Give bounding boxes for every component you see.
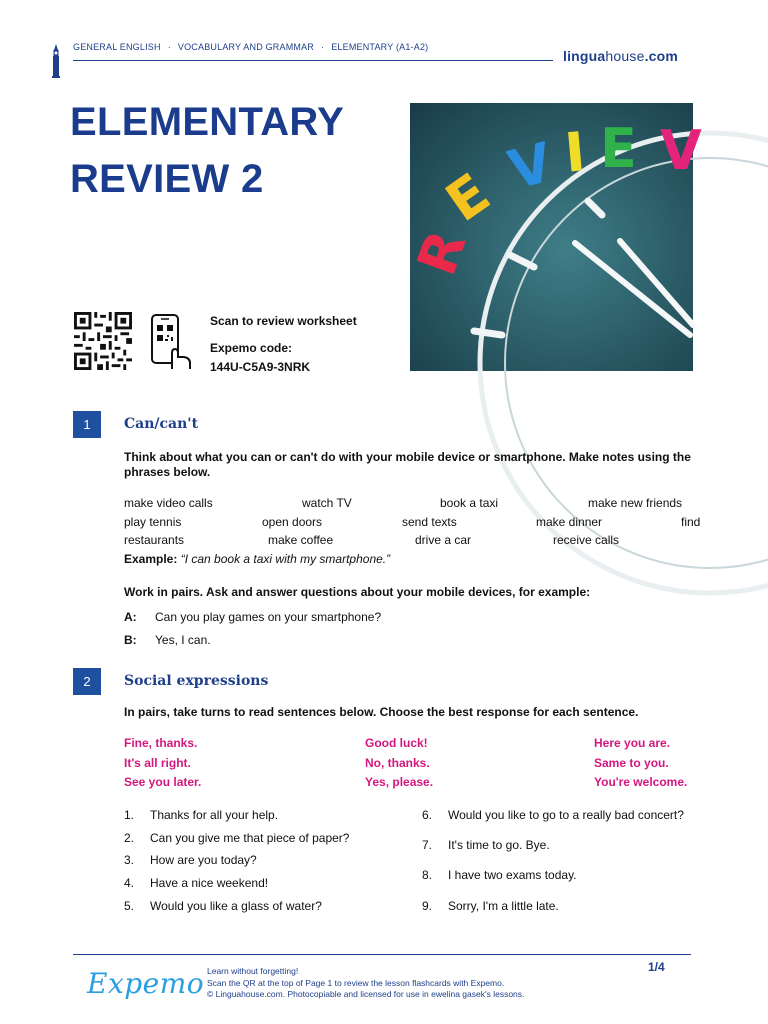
section-2-instruction: In pairs, take turns to read sentences below. Choose the best response for each sentence. xyxy=(124,705,639,719)
response-option: No, thanks. xyxy=(365,756,430,770)
svg-text:V: V xyxy=(502,130,559,203)
svg-text:E: E xyxy=(600,117,637,180)
expemo-code-value: 144U-C5A9-3NRK xyxy=(210,360,311,374)
section-2-title: Social expressions xyxy=(124,673,269,689)
sentence-item: 1. Thanks for all your help. xyxy=(124,808,279,822)
expemo-logo[interactable]: Expemo xyxy=(87,967,205,1000)
example-label: Example: xyxy=(124,552,178,566)
sentence-item: 5. Would you like a glass of water? xyxy=(124,899,322,913)
phrase: make coffee xyxy=(268,533,334,547)
sentence-item: 4. Have a nice weekend! xyxy=(124,876,269,890)
sentence-item: 6. Would you like to go to a really bad concert? xyxy=(422,808,684,822)
response-option: Yes, please. xyxy=(365,775,434,789)
phrase: find xyxy=(681,515,701,529)
phrase: make new friends xyxy=(588,496,683,510)
phrase: make video calls xyxy=(124,496,213,510)
title-line-2: REVIEW 2 xyxy=(70,157,264,201)
breadcrumb: GENERAL ENGLISH · VOCABULARY AND GRAMMAR · ELEMENTARY (A1-A2) xyxy=(73,42,429,52)
phrase: drive a car xyxy=(415,533,472,547)
phone-scan-icon xyxy=(150,313,192,371)
phrase: make dinner xyxy=(536,515,603,529)
speaker-a: A: xyxy=(124,610,137,624)
phrase: book a taxi xyxy=(440,496,499,510)
sentence-item: 8. I have two exams today. xyxy=(422,868,577,882)
section-1-instruction: Think about what you can or can't do with your mobile device or smartphone. Make notes using the phrases below. xyxy=(124,450,691,479)
response-option: It's all right. xyxy=(124,756,191,770)
scan-label: Scan to review worksheet xyxy=(210,314,357,328)
breadcrumb-vocabulary-grammar[interactable]: VOCABULARY AND GRAMMAR xyxy=(177,42,315,52)
header-divider xyxy=(73,60,553,61)
page-title xyxy=(70,94,344,208)
sentence-item: 9. Sorry, I'm a little late. xyxy=(422,899,559,913)
expemo-code-label: Expemo code: xyxy=(210,341,293,355)
svg-text:R: R xyxy=(404,222,479,284)
review-clock-image xyxy=(404,103,702,371)
svg-text:E: E xyxy=(434,161,502,235)
section-1-number: 1 xyxy=(73,411,101,438)
breadcrumb-general-english[interactable]: GENERAL ENGLISH xyxy=(73,42,161,52)
big-ben-icon xyxy=(51,44,61,78)
phrase: restaurants xyxy=(124,533,185,547)
svg-text:V: V xyxy=(660,119,702,182)
example-text: “I can book a taxi with my smartphone.” xyxy=(180,552,391,566)
response-option: Fine, thanks. xyxy=(124,736,198,750)
svg-text:I: I xyxy=(562,120,588,185)
phrase: receive calls xyxy=(553,533,620,547)
section-1-title: Can/can't xyxy=(124,416,199,432)
phrase: open doors xyxy=(262,515,323,529)
response-option: See you later. xyxy=(124,775,202,789)
dialogue-line: A: Can you play games on your smartphone? xyxy=(124,610,382,624)
page-number: 1/4 xyxy=(648,960,665,974)
brand-logo[interactable]: linguahouse.com xyxy=(563,48,679,64)
dialogue-line: B: Yes, I can. xyxy=(124,633,211,647)
footer-divider xyxy=(73,954,691,955)
breadcrumb-elementary[interactable]: ELEMENTARY (A1-A2) xyxy=(331,42,429,52)
response-option: Same to you. xyxy=(594,756,669,770)
footer-text xyxy=(207,966,524,1001)
qr-code-icon[interactable] xyxy=(73,312,133,370)
sentence-item: 7. It's time to go. Bye. xyxy=(422,838,550,852)
example xyxy=(124,552,390,566)
pair-instruction: Work in pairs. Ask and answer questions about your mobile devices, for example: xyxy=(124,585,591,599)
sentence-item: 2. Can you give me that piece of paper? xyxy=(124,831,350,845)
footer-scan-note: Scan the QR at the top of Page 1 to review the lesson flashcards with Expemo. xyxy=(207,977,505,988)
phrase: watch TV xyxy=(302,496,352,510)
phrase: play tennis xyxy=(124,515,182,529)
response-option: Good luck! xyxy=(365,736,428,750)
speaker-b: B: xyxy=(124,633,137,647)
response-option: Here you are. xyxy=(594,736,671,750)
sentence-item: 3. How are you today? xyxy=(124,853,257,867)
footer-license: © Linguahouse.com. Photocopiable and licensed for use in ewelina gasek's lessons. xyxy=(207,989,525,999)
phrase: send texts xyxy=(402,515,457,529)
response-option: You're welcome. xyxy=(594,775,688,789)
section-2-number: 2 xyxy=(73,668,101,695)
qr-instructions xyxy=(210,312,357,377)
title-line-1: ELEMENTARY xyxy=(70,100,345,144)
footer-tagline: Learn without forgetting! xyxy=(207,966,299,976)
